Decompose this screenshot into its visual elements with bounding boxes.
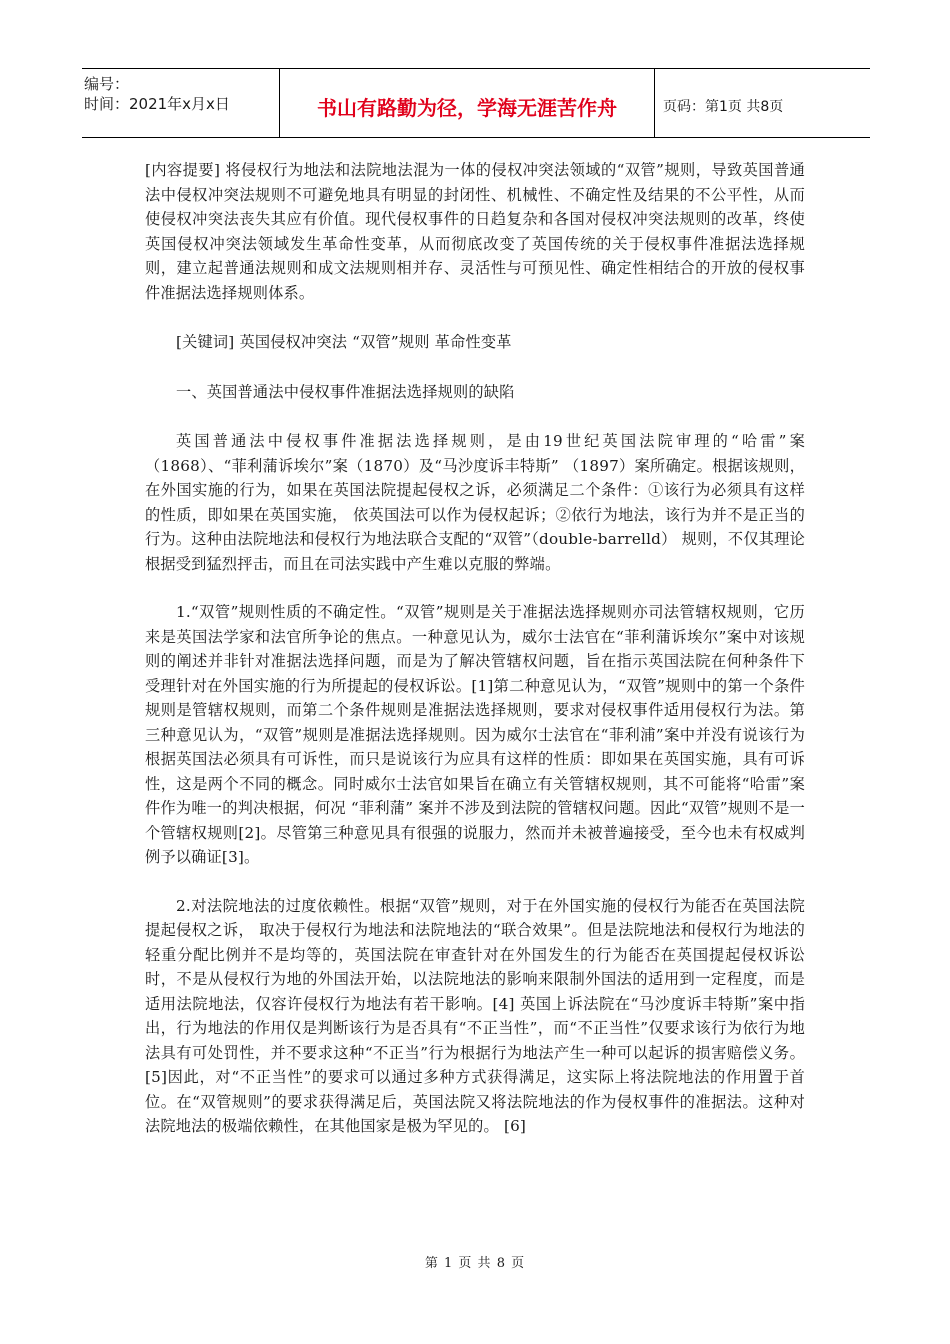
abstract-paragraph: [内容提要] 将侵权行为地法和法院地法混为一体的侵权冲突法领域的“双管”规则，导致英国普通法中侵权冲突法规则不可避免地具有明显的封闭性、机械性、不确定性及结果的不公平性，从而使侵权冲突法丧失其应有价值。现代侵权事件的日趋复杂和各国对侵权冲突法规则的改革，终使英国侵权冲突法领域发生革命性变革，从而彻底改变了英国传统的关于侵权事件准据法选择规则，建立起普通法规则和成文法规则相并存、灵活性与可预见性、确定性相结合的开放的侵权事件准据法选择规则体系。: [145, 161, 805, 302]
header-page-info: 页码：第1页 共8页: [663, 99, 784, 115]
document-number: 编号：: [84, 75, 130, 93]
keywords-paragraph: [关键词] 英国侵权冲突法 “双管”规则 革命性变革: [176, 333, 512, 351]
page-footer: 第 1 页 共 8 页: [424, 1256, 526, 1271]
section-heading: 一、英国普通法中侵权事件准据法选择规则的缺陷: [176, 382, 515, 401]
body-paragraph-2: 1.“双管”规则性质的不确定性。“双管”规则是关于准据法选择规则亦司法管辖权规则，它历来是英国法学家和法官所争论的焦点。一种意见认为，威尔士法官在“菲利蒲诉埃尔”案中对该规则的阐述并非针对准据法选择问题，而是为了解决管辖权问题，旨在指示英国法院在何种条件下受理针对在外国实施的行为所提起的侵权诉讼。[1]第二种意见认为，“双管”规则中的第一个条件规则是管辖权规则，而第二个条件规则是准据法选择规则，要求对侵权事件适用侵权行为法。第三种意见认为，“双管”规则是准据法选择规则。因为威尔士法官在“菲利浦”案中并没有说该行为根据英国法必须具有可诉性，而只是说该行为应具有这样的性质：即如果在英国实施，具有可诉性，这是两个不同的概念。同时威尔士法官如果旨在确立有关管辖权规则，其不可能将“哈雷”案件作为唯一的判决根据，何况 “菲利蒲” 案并不涉及到法院的管辖权问题。因此“双管”规则不是一个管辖权规则[2]。尽管第三种意见具有很强的说服力，然而并未被普遍接受，至今也未有权威判例予以确证[3]。: [145, 603, 805, 866]
header-meta: [82, 69, 280, 137]
document-body: [145, 158, 805, 1163]
header-motto: 书山有路勤为径，学海无涯苦作舟: [280, 69, 655, 137]
page-header: [82, 68, 870, 138]
body-paragraph-1: 英国普通法中侵权事件准据法选择规则，是由19世纪英国法院审理的“哈雷”案（1868）、“菲利蒲诉埃尔”案（1870）及“马沙度诉丰特斯” （1897）案所确定。根据该规则，在外国实施的行为，如果在英国法院提起侵权之诉，必须满足二个条件：①该行为必须具有这样的性质，即如果在英国实施， 依英国法可以作为侵权起诉；②依行为地法，该行为并不是正当的行为。这种由法院地法和侵权行为地法联合支配的“双管”（double-barrelld） 规则，不仅其理论根据受到猛烈抨击，而且在司法实践中产生难以克服的弊端。: [145, 432, 805, 573]
body-paragraph-3: 2.对法院地法的过度依赖性。根据“双管”规则，对于在外国实施的侵权行为能否在英国法院提起侵权之诉， 取决于侵权行为地法和法院地法的“联合效果”。但是法院地法和侵权行为地法的轻重分配比例并不是均等的，英国法院在审查针对在外国发生的行为能否在英国提起侵权诉讼时，不是从侵权行为地的外国法开始，以法院地法的影响来限制外国法的适用到一定程度，而是适用法院地法，仅容许侵权行为地法有若干影响。[4] 英国上诉法院在“马沙度诉丰特斯”案中指出，行为地法的作用仅是判断该行为是否具有“不正当性”，而“不正当性”仅要求该行为依行为地法具有可处罚性，并不要求这种“不正当”行为根据行为地法产生一种可以起诉的损害赔偿义务。[5]因此，对“不正当性”的要求可以通过多种方式获得满足，这实际上将法院地法的作用置于首位。在“双管规则”的要求获得满足后，英国法院又将法院地法的作为侵权事件的准据法。这种对法院地法的极端依赖性，在其他国家是极为罕见的。 [6]: [145, 896, 805, 1135]
document-date: 时间：2021年x月x日: [84, 95, 230, 113]
